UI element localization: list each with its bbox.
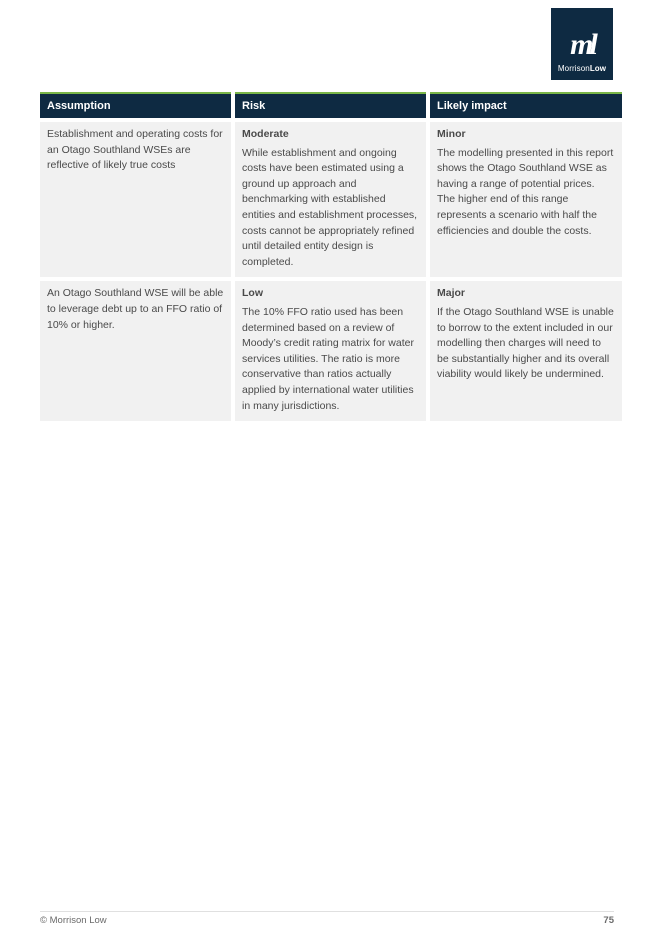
risk-level: Low [242, 287, 263, 300]
assumptions-table [36, 92, 626, 421]
impact-level: Minor [437, 128, 466, 140]
table-row [40, 281, 622, 421]
risk-text: While establishment and ongoing costs have been estimated using a ground up approach and benchmarking with established entities and establishment processes, costs cannot be appropriately refined until detailed entity design is completed. [242, 146, 418, 268]
header-assumption: Assumption [40, 92, 231, 118]
risk-level: Moderate [242, 128, 289, 140]
assumption-cell [40, 122, 231, 277]
impact-text: The modelling presented in this report shows the Otago Southland WSE as having a range of potential prices. The higher end of this range represents a scenario with half the efficiencies and double the costs. [437, 146, 614, 237]
table-header-row [40, 92, 622, 118]
header-likely-impact: Likely impact [430, 92, 622, 118]
impact-cell [430, 122, 622, 277]
page-number: 75 [603, 915, 614, 926]
header-risk: Risk [235, 92, 426, 118]
footer-copyright: © Morrison Low [40, 915, 107, 926]
assumption-cell [40, 281, 231, 421]
footer-divider [40, 911, 614, 912]
morrison-low-logo [551, 8, 613, 80]
impact-text: If the Otago Southland WSE is unable to borrow to the extent included in our modelling then charges will need to be substantially higher and its overall viability would likely be undermined. [437, 305, 614, 381]
assumption-text: Establishment and operating costs for an Otago Southland WSEs are reflective of likely true costs [47, 128, 223, 172]
risk-cell [235, 281, 426, 421]
risk-text: The 10% FFO ratio used has been determined based on a review of Moody’s credit rating matrix for water services utilities. The ratio is more conservative than ratios actually applied by international water utilities in many jurisdictions. [242, 305, 414, 412]
risk-cell [235, 122, 426, 277]
assumption-text: An Otago Southland WSE will be able to leverage debt up to an FFO ratio of 10% or higher. [47, 287, 224, 331]
impact-cell [430, 281, 622, 421]
table-row [40, 122, 622, 277]
logo-wordmark: MorrisonLow [557, 64, 607, 73]
impact-level: Major [437, 287, 466, 300]
logo-monogram: ml [570, 28, 594, 61]
